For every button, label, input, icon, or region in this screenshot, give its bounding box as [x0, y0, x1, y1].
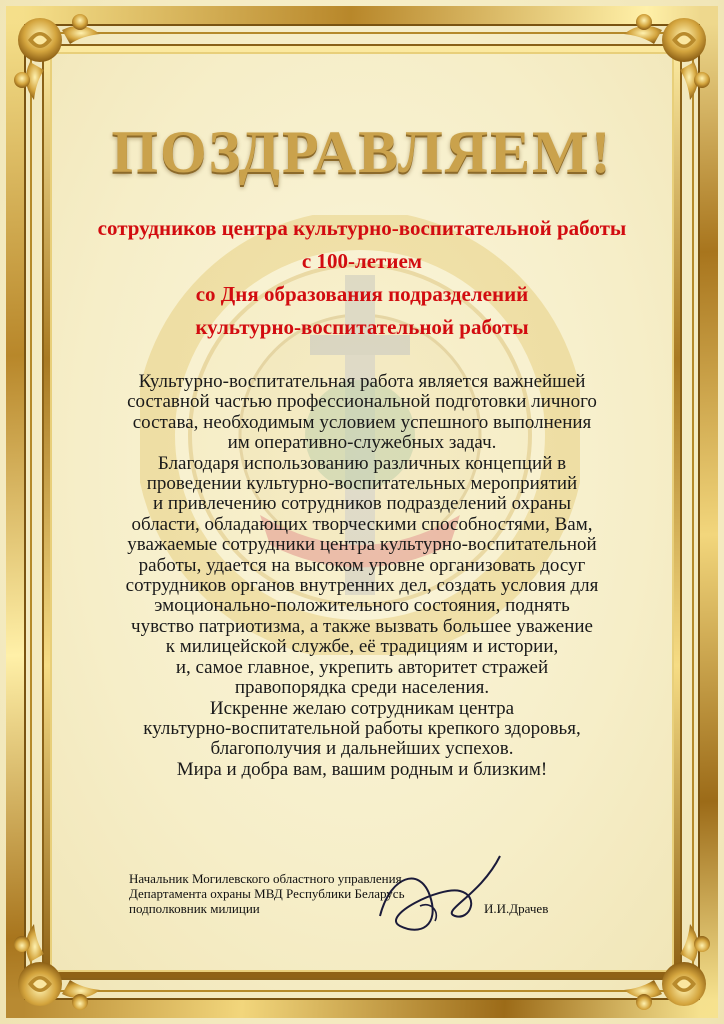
signatory-department: Департамента охраны МВД Республики Беларусь: [129, 886, 405, 901]
body-line: Благодаря использованию различных концепций в: [157, 452, 567, 474]
body-line: работы, удается на высоком уровне организовать досуг: [138, 554, 586, 576]
subtitle-line: сотрудников центра культурно-воспитательной работы: [97, 216, 627, 240]
body-line: правопорядка среди населения.: [234, 677, 490, 699]
page-title: ПОЗДРАВЛЯЕМ!: [111, 119, 613, 185]
body-line: Мира и добра вам, вашим родным и близким!: [176, 758, 548, 780]
body-line: культурно-воспитательной работы крепкого здоровья,: [143, 717, 581, 739]
rose-corner-ornament-icon: [0, 904, 120, 1024]
body-line: проведении культурно-воспитательных мероприятий: [146, 473, 578, 495]
signatory-position: Начальник Могилевского областного управления: [129, 871, 402, 886]
body-line: и привлечению сотрудников подразделений охраны: [153, 493, 571, 515]
subtitle-block: [40, 212, 684, 344]
body-line: составной частью профессиональной подготовки личного: [127, 391, 597, 413]
body-line: Искренне желаю сотрудникам центра: [209, 697, 515, 719]
body-line: благополучия и дальнейших успехов.: [210, 738, 514, 760]
subtitle-line: культурно-воспитательной работы: [195, 315, 529, 339]
signatory-name: И.И.Драчев: [484, 901, 549, 916]
body-line: чувство патриотизма, а также вызвать большее уважение: [131, 615, 593, 637]
rose-corner-ornament-icon: [0, 0, 120, 120]
signatory-rank: подполковник милиции: [129, 901, 260, 916]
body-line: области, обладающих творческими способностями, Вам,: [131, 513, 593, 535]
body-line: эмоционально-положительного состояния, поднять: [154, 595, 570, 617]
body-line: уважаемые сотрудники центра культурно-воспитательной: [127, 534, 597, 556]
body-line: и, самое главное, укрепить авторитет стражей: [175, 656, 549, 678]
body-line: к милицейской службе, её традициям и истории,: [165, 636, 559, 658]
body-line: состава, необходимым условием успешного выполнения: [132, 411, 592, 433]
body-line: Культурно-воспитательная работа является важнейшей: [138, 371, 586, 392]
body-line: им оперативно-служебных задач.: [227, 432, 497, 454]
subtitle-line: со Дня образования подразделений: [195, 282, 529, 306]
rose-corner-ornament-icon: [604, 0, 724, 120]
subtitle-line: с 100-летием: [301, 249, 423, 273]
rose-corner-ornament-icon: [604, 904, 724, 1024]
body-line: сотрудников органов внутренних дел, создать условия для: [125, 575, 599, 597]
greeting-body: [60, 372, 664, 780]
